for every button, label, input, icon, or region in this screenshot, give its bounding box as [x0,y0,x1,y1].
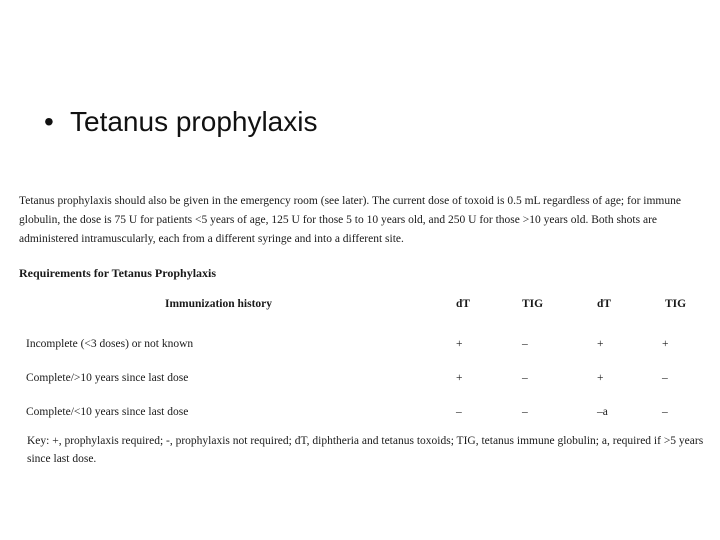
row-dt-2: + [597,372,604,384]
slide-title: Tetanus prophylaxis [70,106,318,137]
header-immunization-history: Immunization history [165,298,273,310]
row-dt-1: + [456,338,463,350]
table-row [19,398,699,432]
slide-bullet-title [44,106,317,138]
table-row [19,330,699,364]
row-tig-2: – [662,372,668,384]
body-paragraph: Tetanus prophylaxis should also be given in the emergency room (see later). The current dose of toxoid is 0.5 mL regardless of age; for immune globulin, the dose is 75 U for patients <5 years of age, 125 U for those 5 to 10 years old, and 250 U for those >10 years old. Both shots are administered intramuscularly, each from a different syringe and into a different site. [19,195,681,245]
row-history: Complete/<10 years since last dose [26,406,189,418]
header-tig-1: TIG [522,298,544,310]
row-history: Incomplete (<3 doses) or not known [26,338,194,350]
table-header-row [19,296,699,330]
row-dt-2: –a [597,406,608,418]
row-tig-1: – [522,406,528,418]
row-dt-1: – [456,406,462,418]
table-row [19,364,699,398]
header-dt-2: dT [597,298,612,310]
row-tig-1: – [522,372,528,384]
table-key: Key: +, prophylaxis required; -, prophylaxis not required; dT, diphtheria and tetanus toxoids; TIG, tetanus immune globulin; a, required if >5 years since last dose. [27,435,704,465]
prophylaxis-table [19,296,699,432]
row-tig-1: – [522,338,528,350]
bullet-dot: • [44,106,54,137]
row-tig-2: + [662,338,669,350]
row-history: Complete/>10 years since last dose [26,372,189,384]
row-dt-1: + [456,372,463,384]
row-tig-2: – [662,406,668,418]
row-dt-2: + [597,338,604,350]
header-tig-2: TIG [665,298,687,310]
header-dt-1: dT [456,298,471,310]
table-title: Requirements for Tetanus Prophylaxis [19,266,217,280]
